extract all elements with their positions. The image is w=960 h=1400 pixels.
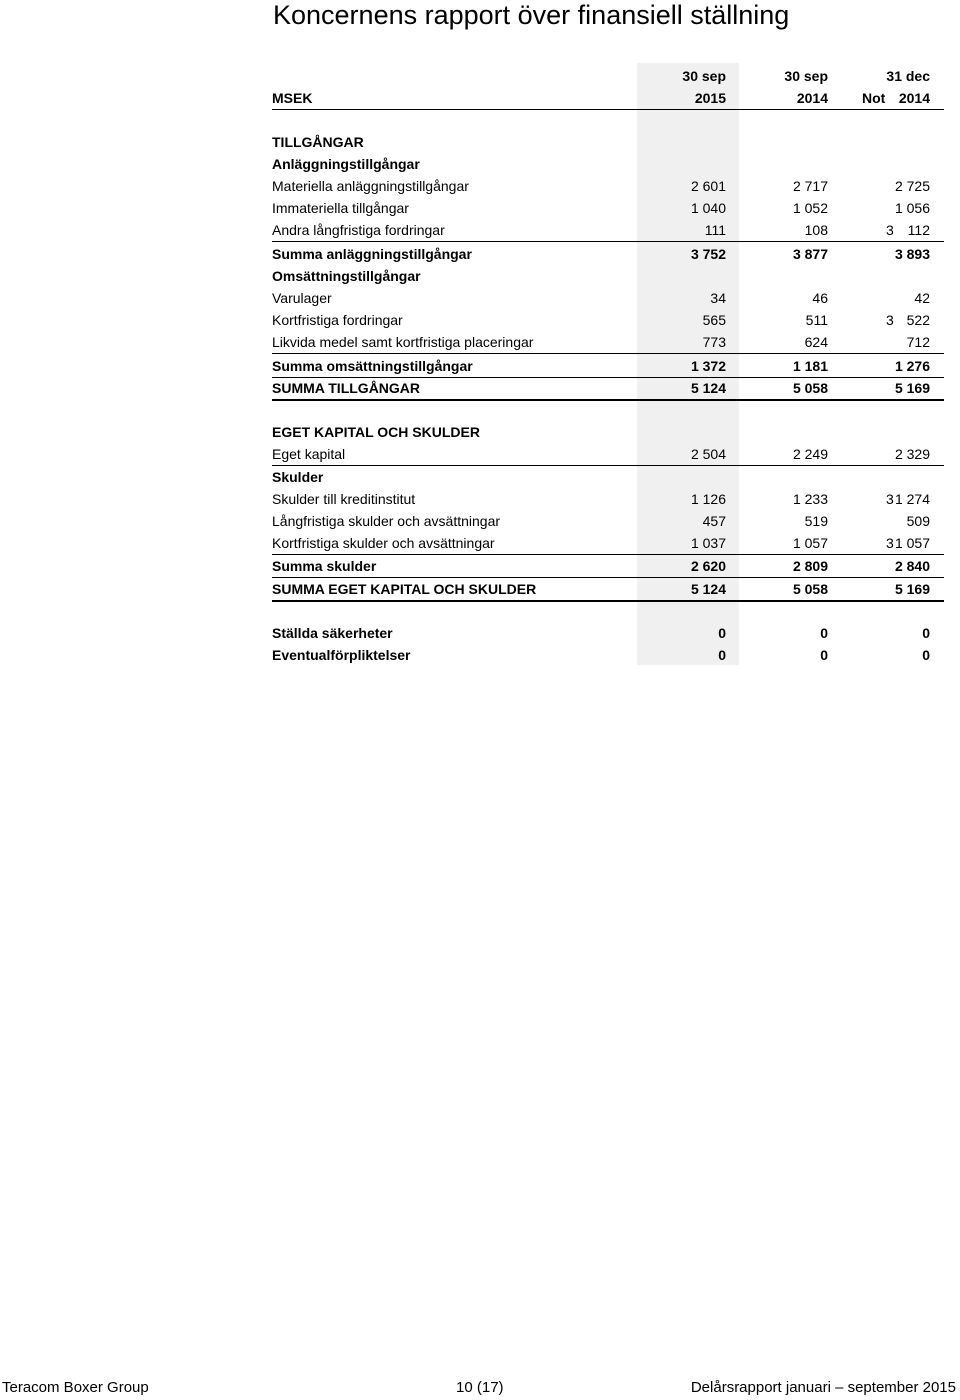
table-row bbox=[272, 287, 944, 309]
row-label: Kortfristiga fordringar bbox=[272, 312, 403, 328]
col1-header-top: 30 sep bbox=[682, 68, 726, 84]
row-value-dec-2014: 0 bbox=[922, 625, 930, 641]
row-value-dec-2014: 2 840 bbox=[894, 558, 930, 574]
row-value-dec-2014: 1 057 bbox=[894, 535, 930, 551]
row-value-2015: 5 124 bbox=[690, 380, 726, 396]
table-row bbox=[272, 175, 944, 197]
table-row bbox=[272, 532, 944, 555]
row-label: Summa anläggningstillgångar bbox=[272, 246, 472, 262]
col2-header-bottom: 2014 bbox=[796, 90, 828, 106]
row-value-2015: 1 040 bbox=[690, 200, 726, 216]
row-value-sep-2014: 1 181 bbox=[792, 358, 828, 374]
column-header-top bbox=[272, 65, 944, 87]
row-value-2015: 0 bbox=[718, 625, 726, 641]
sum-row bbox=[272, 243, 944, 265]
row-value-dec-2014: 3 893 bbox=[894, 246, 930, 262]
row-label: Långfristiga skulder och avsättningar bbox=[272, 513, 501, 529]
col1-header-bottom: 2015 bbox=[694, 90, 726, 106]
section-heading bbox=[272, 421, 944, 443]
table-row bbox=[272, 510, 944, 532]
row-value-2015: 1 037 bbox=[690, 535, 726, 551]
sum-row bbox=[272, 355, 944, 378]
total-row bbox=[272, 377, 944, 401]
row-value-2015: 1 126 bbox=[690, 491, 726, 507]
table-row bbox=[272, 219, 944, 242]
row-note: 3 bbox=[886, 535, 894, 551]
row-value-2015: 2 601 bbox=[690, 178, 726, 194]
subsection-heading bbox=[272, 265, 944, 287]
row-value-2015: 0 bbox=[718, 647, 726, 663]
row-value-dec-2014: 522 bbox=[906, 312, 930, 328]
row-value-2015: 111 bbox=[704, 222, 726, 238]
row-value-sep-2014: 1 233 bbox=[792, 491, 828, 507]
row-value-2015: 34 bbox=[710, 290, 726, 306]
column-header-bottom bbox=[272, 87, 944, 110]
row-value-sep-2014: 46 bbox=[812, 290, 828, 306]
row-value-dec-2014: 42 bbox=[914, 290, 930, 306]
row-value-sep-2014: 1 057 bbox=[792, 535, 828, 551]
row-value-sep-2014: 2 717 bbox=[792, 178, 828, 194]
total-row bbox=[272, 578, 944, 602]
row-label: Eventualförpliktelser bbox=[272, 647, 411, 663]
subsection-heading bbox=[272, 466, 944, 488]
msek-label: MSEK bbox=[272, 90, 313, 106]
row-value-dec-2014: 509 bbox=[906, 513, 930, 529]
row-note: 3 bbox=[886, 312, 894, 328]
row-value-2015: 1 372 bbox=[690, 358, 726, 374]
row-value-dec-2014: 1 276 bbox=[894, 358, 930, 374]
row-note: 3 bbox=[886, 222, 894, 238]
row-value-sep-2014: 1 052 bbox=[792, 200, 828, 216]
footer-page-number: 10 (17) bbox=[456, 1379, 504, 1396]
table-row bbox=[272, 443, 944, 466]
table-row bbox=[272, 197, 944, 219]
row-value-sep-2014: 2 249 bbox=[792, 446, 828, 462]
col2-header-top: 30 sep bbox=[784, 68, 828, 84]
footer-report-title: Delårsrapport januari – september 2015 bbox=[690, 1379, 956, 1396]
assets-heading: TILLGÅNGAR bbox=[272, 134, 364, 150]
not-header: Not bbox=[862, 90, 886, 106]
row-value-dec-2014: 0 bbox=[922, 647, 930, 663]
row-value-sep-2014: 624 bbox=[804, 334, 828, 350]
row-label: Summa skulder bbox=[272, 558, 377, 574]
row-label: Kortfristiga skulder och avsättningar bbox=[272, 535, 495, 551]
row-label: Ställda säkerheter bbox=[272, 625, 393, 641]
footer-company: Teracom Boxer Group bbox=[2, 1379, 149, 1396]
row-value-2015: 2 620 bbox=[690, 558, 726, 574]
row-value-sep-2014: 3 877 bbox=[792, 246, 828, 262]
row-value-sep-2014: 5 058 bbox=[792, 581, 828, 597]
table-row bbox=[272, 309, 944, 331]
row-value-dec-2014: 5 169 bbox=[894, 581, 930, 597]
page-title: Koncernens rapport över finansiell ställning bbox=[273, 0, 790, 30]
sum-row bbox=[272, 555, 944, 578]
row-value-2015: 2 504 bbox=[690, 446, 726, 462]
row-label: Eget kapital bbox=[272, 446, 346, 462]
row-value-sep-2014: 5 058 bbox=[792, 380, 828, 396]
row-label: Immateriella tillgångar bbox=[272, 200, 409, 216]
equity-liabilities-heading: EGET KAPITAL OCH SKULDER bbox=[272, 424, 480, 440]
row-value-dec-2014: 1 056 bbox=[894, 200, 930, 216]
col3-header-top: 31 dec bbox=[886, 68, 930, 84]
row-value-dec-2014: 112 bbox=[907, 222, 930, 238]
row-value-2015: 565 bbox=[702, 312, 726, 328]
table-row bbox=[272, 644, 944, 666]
table-row bbox=[272, 622, 944, 644]
row-value-dec-2014: 2 329 bbox=[894, 446, 930, 462]
row-value-2015: 3 752 bbox=[690, 246, 726, 262]
row-label: SUMMA TILLGÅNGAR bbox=[272, 380, 421, 396]
row-label: Materiella anläggningstillgångar bbox=[272, 178, 469, 194]
row-value-sep-2014: 519 bbox=[804, 513, 828, 529]
table-row bbox=[272, 488, 944, 510]
row-label: Summa omsättningstillgångar bbox=[272, 358, 473, 374]
row-label: Skulder till kreditinstitut bbox=[272, 491, 416, 507]
current-assets-heading: Omsättningstillgångar bbox=[272, 268, 421, 284]
row-value-dec-2014: 2 725 bbox=[894, 178, 930, 194]
row-label: Varulager bbox=[272, 290, 332, 306]
row-value-2015: 5 124 bbox=[690, 581, 726, 597]
table-row bbox=[272, 331, 944, 354]
row-label: SUMMA EGET KAPITAL OCH SKULDER bbox=[272, 581, 537, 597]
row-value-sep-2014: 108 bbox=[804, 222, 828, 238]
row-value-sep-2014: 0 bbox=[820, 647, 828, 663]
row-value-dec-2014: 1 274 bbox=[894, 491, 930, 507]
row-value-sep-2014: 0 bbox=[820, 625, 828, 641]
subsection-heading bbox=[272, 153, 944, 175]
row-value-sep-2014: 2 809 bbox=[792, 558, 828, 574]
row-note: 3 bbox=[886, 491, 894, 507]
row-label: Andra långfristiga fordringar bbox=[272, 222, 445, 238]
row-value-sep-2014: 511 bbox=[805, 312, 828, 328]
liabilities-heading: Skulder bbox=[272, 469, 324, 485]
row-value-2015: 457 bbox=[702, 513, 726, 529]
section-heading bbox=[272, 131, 944, 153]
row-label: Likvida medel samt kortfristiga placeringar bbox=[272, 334, 534, 350]
row-value-dec-2014: 5 169 bbox=[894, 380, 930, 396]
fixed-assets-heading: Anläggningstillgångar bbox=[272, 156, 420, 172]
row-value-dec-2014: 712 bbox=[906, 334, 930, 350]
row-value-2015: 773 bbox=[702, 334, 726, 350]
col3-header-bottom: 2014 bbox=[898, 90, 930, 106]
